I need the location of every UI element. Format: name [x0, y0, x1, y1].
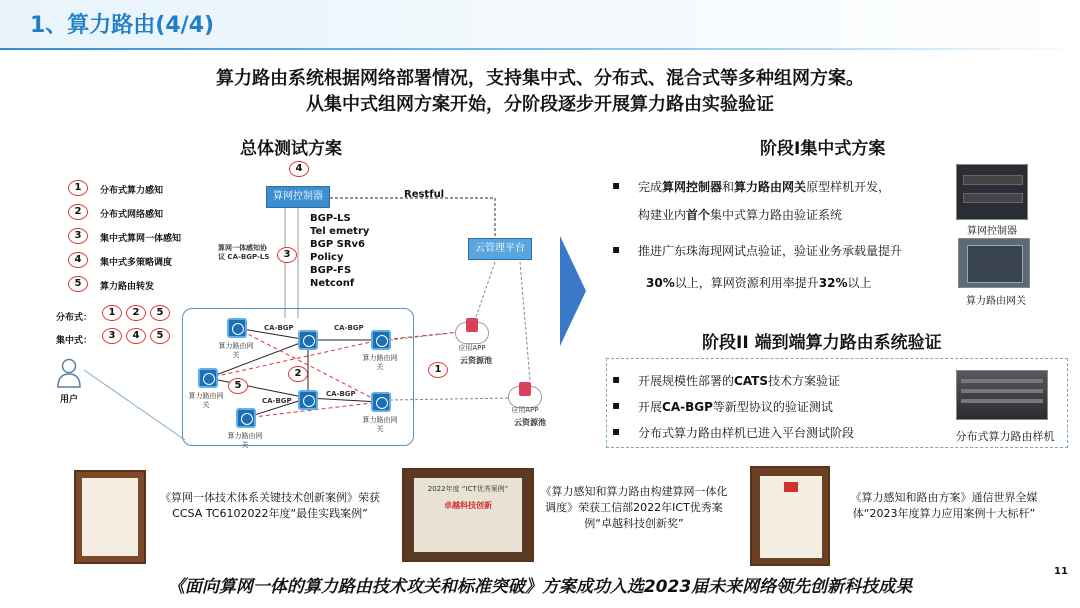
gateway-photo	[958, 238, 1030, 288]
resource-pool-label: 云资源池	[514, 418, 546, 427]
phase1-bullet-2: 推进广东珠海现网试点验证，验证业务承载量提升	[638, 244, 903, 258]
plaque-award: 卓越科技创新	[444, 501, 492, 510]
ca-bgp-label: CA-BGP	[262, 397, 292, 405]
controller-num: 4	[289, 161, 309, 177]
app-label: 应用APP	[511, 406, 539, 414]
router-icon	[371, 392, 391, 412]
distributed-label: 分布式：	[56, 313, 93, 323]
phase1-bullet-2b: 30%以上，算网资源利用率提升32%以上	[646, 276, 872, 290]
distributed-num-2: 2	[126, 305, 146, 321]
award-text-3: 《算力感知和路由方案》通信世界全媒体“2023年度算力应用案例十大标杆”	[850, 491, 1038, 520]
diagram-num-1: 1	[428, 362, 448, 378]
bullet-dot: ▪	[612, 178, 621, 192]
legend-num-1: 1	[68, 180, 88, 196]
protocol-item: Policy	[310, 252, 344, 263]
award-certificate-1	[74, 470, 146, 564]
cloud-platform-box: 云管理平台	[468, 238, 532, 260]
router-icon	[298, 330, 318, 350]
headline-line2: 从集中式组网方案开始，分阶段逐步开展算力路由实验验证	[306, 94, 774, 115]
protocol-item: BGP SRv6	[310, 239, 366, 250]
coop-protocol-num: 3	[277, 247, 297, 263]
bullet-dot: ▪	[612, 398, 621, 412]
phase2-bullet-2: 开展CA-BGP等新型协议的验证测试	[638, 400, 833, 414]
router-label: 算力路由网关	[362, 416, 398, 433]
centralized-num-2: 4	[126, 328, 146, 344]
app-label: 应用APP	[458, 344, 486, 352]
phase1-bullet-1b: 构建业内首个集中式算力路由验证系统	[638, 208, 843, 222]
router-icon	[298, 390, 318, 410]
distributed-num-1: 1	[102, 305, 122, 321]
user-label: 用户	[60, 395, 79, 405]
bullet-dot: ▪	[612, 242, 621, 256]
legend-label-3: 集中式算网一体感知	[100, 234, 182, 244]
app-icon	[466, 318, 478, 332]
centralized-num-3: 5	[150, 328, 170, 344]
router-icon	[236, 408, 256, 428]
award-text-1: 《算网一体技术体系关键技术创新案例》荣获CCSA TC6102022年度“最佳实践案例”	[160, 491, 380, 520]
phase2-title: 阶段II 端到端算力路由系统验证	[702, 333, 942, 353]
router-label: 算力路由网关	[362, 354, 398, 371]
controller-photo-caption: 算网控制器	[967, 226, 1017, 237]
legend-label-1: 分布式算力感知	[100, 186, 164, 196]
phase2-bullet-1: 开展规模性部署的CATS技术方案验证	[638, 374, 841, 388]
distributed-num-3: 5	[150, 305, 170, 321]
award-certificate-3	[750, 466, 830, 566]
diagram-num-2: 2	[288, 366, 308, 382]
legend-num-5: 5	[68, 276, 88, 292]
phase1-title: 阶段I集中式方案	[760, 139, 886, 159]
centralized-num-1: 3	[102, 328, 122, 344]
gateway-photo-caption: 算力路由网关	[966, 296, 1026, 307]
legend-label-4: 集中式多策略调度	[100, 258, 173, 268]
bullet-dot: ▪	[612, 424, 621, 438]
restful-label: Restful	[404, 189, 445, 200]
protocol-item: Tel emetry	[310, 226, 370, 237]
headline-line1: 算力路由系统根据网络部署情况，支持集中式、分布式、混合式等多种组网方案。	[216, 68, 864, 89]
coop-protocol-label: 算网一体感知协议 CA-BGP-LS	[218, 244, 270, 261]
distributed-router-photo	[956, 370, 1048, 420]
plaque-title: 2022年度 “ICT优秀案例”	[427, 485, 509, 493]
legend-label-2: 分布式网络感知	[100, 210, 164, 220]
award-text-2: 《算力感知和算力路由构建算网一体化调度》荣获工信部2022年ICT优秀案例“卓越科技创新奖”	[540, 485, 728, 530]
legend-num-2: 2	[68, 204, 88, 220]
protocol-list	[310, 212, 369, 290]
phase2-bullet-3: 分布式算力路由样机已进入平台测试阶段	[638, 426, 855, 440]
legend-label-5: 算力路由转发	[100, 282, 155, 292]
router-icon	[371, 330, 391, 350]
app-icon	[519, 382, 531, 396]
page-title: 1、算力路由(4/4)	[30, 13, 215, 38]
bullet-dot: ▪	[612, 372, 621, 386]
resource-pool-label: 云资源池	[460, 356, 492, 365]
router-icon	[198, 368, 218, 388]
ca-bgp-label: CA-BGP	[334, 324, 364, 332]
protocol-item: BGP-LS	[310, 213, 351, 224]
distributed-router-caption: 分布式算力路由样机	[955, 430, 1055, 443]
ca-bgp-label: CA-BGP	[326, 390, 356, 398]
protocol-item: BGP-FS	[310, 265, 352, 276]
test-plan-title: 总体测试方案	[240, 139, 342, 159]
page-number: 11	[1054, 566, 1068, 577]
ca-bgp-label: CA-BGP	[264, 324, 294, 332]
router-label: 算力路由网关	[227, 432, 263, 449]
phase1-bullet-1: 完成算网控制器和算力路由网关原型样机开发，	[638, 180, 891, 194]
centralized-label: 集中式：	[56, 336, 93, 346]
controller-box: 算网控制器	[266, 186, 330, 208]
router-label: 算力路由网关	[188, 392, 224, 409]
legend-num-3: 3	[68, 228, 88, 244]
controller-photo	[956, 164, 1028, 220]
legend-num-4: 4	[68, 252, 88, 268]
protocol-item: Netconf	[310, 278, 355, 289]
award-plaque-2	[402, 468, 534, 562]
arrow-right-icon	[560, 236, 586, 346]
footer-banner: 《面向算网一体的算力路由技术攻关和标准突破》方案成功入选2023届未来网络领先创新科技成果	[167, 577, 913, 597]
diagram-num-5: 5	[228, 378, 248, 394]
router-icon	[227, 318, 247, 338]
router-label: 算力路由网关	[218, 342, 254, 359]
